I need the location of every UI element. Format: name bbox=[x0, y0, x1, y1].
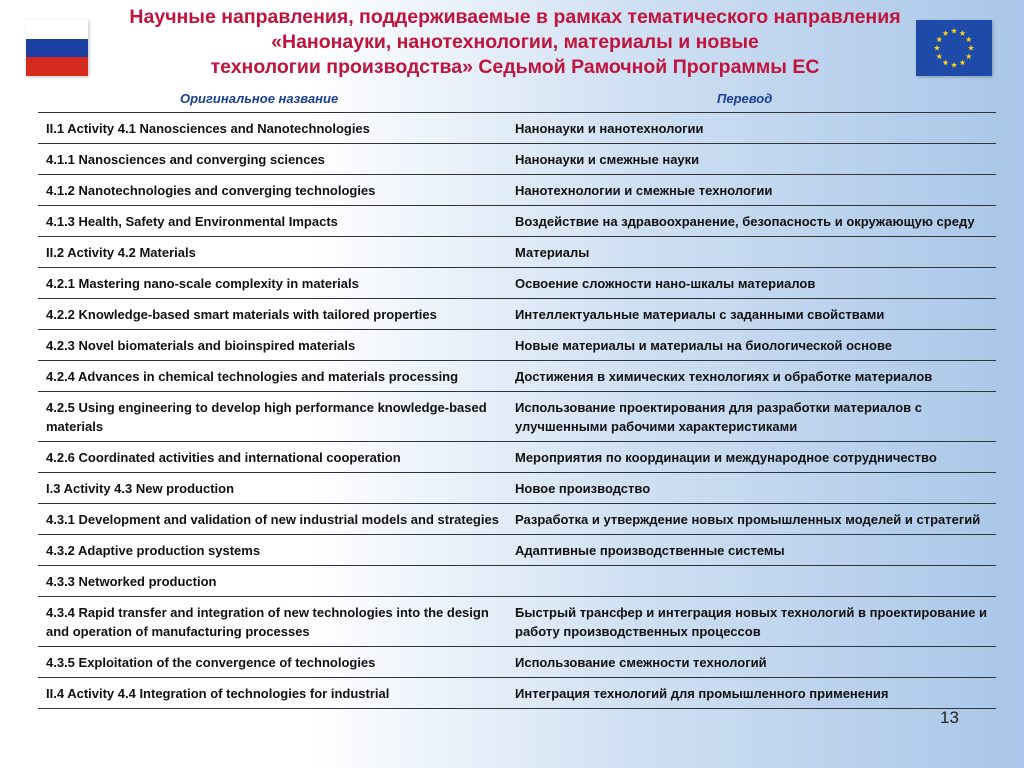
russia-flag-red-stripe bbox=[26, 57, 88, 76]
cell-original-name: 4.2.5 Using engineering to develop high performance knowledge-based materials bbox=[46, 400, 487, 434]
cell-translation: Нанотехнологии и смежные технологии bbox=[515, 183, 773, 198]
cell-original-name: 4.2.1 Mastering nano-scale complexity in materials bbox=[46, 276, 359, 291]
cell-original-name: II.4 Activity 4.4 Integration of technologies for industrial bbox=[46, 686, 390, 701]
russia-flag-icon bbox=[26, 20, 88, 76]
cell-translation: Новое производство bbox=[515, 481, 651, 496]
cell-translation: Интеллектуальные материалы с заданными свойствами bbox=[515, 307, 885, 322]
cell-translation: Новые материалы и материалы на биологической основе bbox=[515, 338, 893, 353]
cell-original-name: 4.3.5 Exploitation of the convergence of technologies bbox=[46, 655, 376, 670]
table-row bbox=[38, 299, 996, 330]
cell-original-name: 4.2.6 Coordinated activities and international cooperation bbox=[46, 450, 401, 465]
eu-star-icon bbox=[966, 36, 972, 42]
cell-original-name: 4.1.2 Nanotechnologies and converging technologies bbox=[46, 183, 376, 198]
cell-translation: Нанонауки и смежные науки bbox=[515, 152, 700, 167]
eu-star-icon bbox=[942, 30, 948, 36]
cell-translation: Разработка и утверждение новых промышленных моделей и стратегий bbox=[515, 512, 981, 527]
cell-original-name: 4.3.2 Adaptive production systems bbox=[46, 543, 261, 558]
cell-translation: Материалы bbox=[515, 245, 590, 260]
cell-translation: Интеграция технологий для промышленного применения bbox=[515, 686, 889, 701]
eu-star-icon bbox=[951, 28, 957, 34]
table-row bbox=[38, 566, 996, 597]
cell-translation: Достижения в химических технологиях и обработке материалов bbox=[515, 369, 933, 384]
cell-translation: Воздействие на здравоохранение, безопасность и окружающую среду bbox=[515, 214, 975, 229]
cell-original-name: I.3 Activity 4.3 New production bbox=[46, 481, 235, 496]
russia-flag-white-stripe bbox=[26, 20, 88, 39]
cell-translation: Адаптивные производственные системы bbox=[515, 543, 785, 558]
table-row bbox=[38, 361, 996, 392]
table-row bbox=[38, 175, 996, 206]
cell-translation: Нанонауки и нанотехнологии bbox=[515, 121, 704, 136]
eu-star-icon bbox=[934, 45, 940, 51]
cell-translation: Использование проектирования для разработки материалов с улучшенными рабочими характеристиками bbox=[515, 400, 922, 434]
cell-original-name: 4.3.3 Networked production bbox=[46, 574, 217, 589]
cell-translation: Мероприятия по координации и международное сотрудничество bbox=[515, 450, 937, 465]
title-line-1: Научные направления, поддерживаемые в рамках тематического направления bbox=[129, 6, 901, 28]
eu-star-icon bbox=[936, 53, 942, 59]
eu-star-icon bbox=[959, 30, 965, 36]
eu-stars bbox=[916, 20, 992, 76]
table-row bbox=[38, 206, 996, 237]
cell-translation: Освоение сложности нано-шкалы материалов bbox=[515, 276, 816, 291]
eu-star-icon bbox=[951, 62, 957, 68]
cell-original-name: 4.3.1 Development and validation of new industrial models and strategies bbox=[46, 512, 499, 527]
table-row bbox=[38, 113, 996, 144]
cell-translation: Быстрый трансфер и интеграция новых технологий в проектирование и работу производственных процессов bbox=[515, 605, 988, 639]
cell-translation bbox=[507, 566, 996, 596]
column-header-translation: Перевод bbox=[717, 91, 773, 106]
cell-original-name: 4.2.2 Knowledge-based smart materials with tailored properties bbox=[46, 307, 437, 322]
directions-table bbox=[38, 112, 996, 709]
table-row bbox=[38, 678, 996, 709]
table-row bbox=[38, 268, 996, 299]
table-row bbox=[38, 392, 996, 442]
russia-flag-blue-stripe bbox=[26, 39, 88, 58]
table-row bbox=[38, 442, 996, 473]
table-row bbox=[38, 504, 996, 535]
cell-original-name: II.1 Activity 4.1 Nanosciences and Nanotechnologies bbox=[46, 121, 370, 136]
table-row bbox=[38, 330, 996, 361]
cell-original-name: II.2 Activity 4.2 Materials bbox=[46, 245, 196, 260]
cell-translation: Использование смежности технологий bbox=[515, 655, 767, 670]
eu-star-icon bbox=[966, 53, 972, 59]
cell-original-name: 4.2.4 Advances in chemical technologies and materials processing bbox=[46, 369, 459, 384]
column-header-original: Оригинальное название bbox=[180, 91, 339, 106]
cell-original-name: 4.1.3 Health, Safety and Environmental Impacts bbox=[46, 214, 338, 229]
eu-star-icon bbox=[942, 60, 948, 66]
cell-original-name: 4.3.4 Rapid transfer and integration of new technologies into the design and operation of manufacturing processes bbox=[46, 605, 489, 639]
eu-flag-icon bbox=[916, 20, 992, 76]
page-title bbox=[90, 5, 940, 80]
page-number: 13 bbox=[940, 708, 959, 727]
cell-original-name: 4.1.1 Nanosciences and converging sciences bbox=[46, 152, 325, 167]
title-line-2: «Нанонауки, нанотехнологии, материалы и новые bbox=[271, 31, 759, 53]
table-row bbox=[38, 473, 996, 504]
table-row bbox=[38, 647, 996, 678]
table-row bbox=[38, 144, 996, 175]
table-row bbox=[38, 535, 996, 566]
eu-star-icon bbox=[968, 45, 974, 51]
table-row bbox=[38, 597, 996, 647]
title-line-3: технологии производства» Седьмой Рамочной Программы ЕС bbox=[210, 56, 820, 78]
eu-star-icon bbox=[936, 36, 942, 42]
cell-original-name: 4.2.3 Novel biomaterials and bioinspired materials bbox=[46, 338, 356, 353]
table-row bbox=[38, 237, 996, 268]
eu-star-icon bbox=[959, 60, 965, 66]
